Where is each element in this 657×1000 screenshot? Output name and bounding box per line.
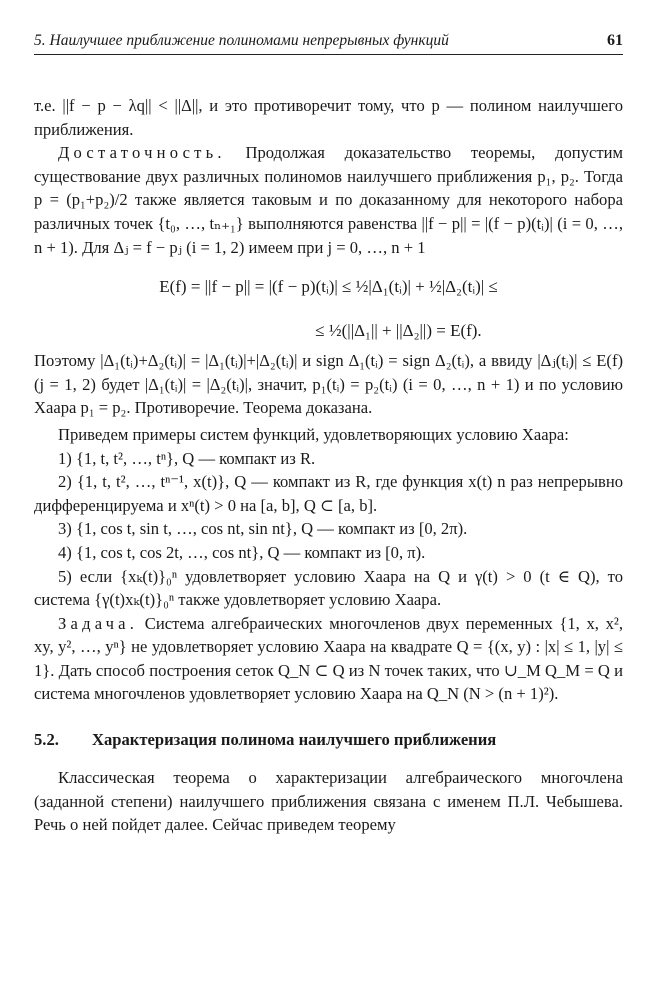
section-heading [34,728,623,752]
example-3: 3) {1, cos t, sin t, …, cos nt, sin nt}, Q — компакт из [0, 2π). [58,519,468,539]
sufficiency-text: Продолжая доказательство теоремы, допустим существование двух различных полиномов наилучшего приближения p₁, p₂. Тогда p = (p₁+p₂)/2 также является таковым и по доказанному для некоторого набора различных точек {t₀, …, tₙ₊₁} выполняются равенства ||f − p|| = |(f − p)(tᵢ)| (i = 0, …, n + 1). Для Δⱼ = f − pⱼ (i = 1, 2) имеем при j = 0, …, n + 1 [34,143,623,257]
display-equation-1: E(f) = ||f − p|| = |(f − p)(tᵢ)| ≤ ½|Δ₁(tᵢ)| + ½|Δ₂(tᵢ)| ≤ [159,277,498,297]
paragraph-sufficiency [34,141,623,259]
problem-text: Система алгебраических многочленов двух переменных {1, x, x², xy, y², …, yⁿ} не удовлетворяет условию Хаара на квадрате Q = {(x, y) : |x| ≤ 1, |y| ≤ 1}. Дать способ построения сеток Q_N ⊂ Q из N точек таких, что ∪_M Q_M = Q и система многочленов удовлетворяет условию Хаара на Q_N (N > (n + 1)²). [34,613,623,704]
section-number: 5.2. [34,730,59,750]
page-number: 61 [607,32,623,49]
example-5: 5) если {xₖ(t)}₀ⁿ удовлетворяет условию Хаара на Q и γ(t) > 0 (t ∈ Q), то система {γ(t)xₖ(t)}₀ⁿ также удовлетворяет условию Хаара. [34,566,623,610]
paragraph-problem [34,612,623,706]
display-equation-2: ≤ ½(||Δ₁|| + ||Δ₂||) = E(f). [315,321,482,341]
example-1: 1) {1, t, t², …, tⁿ}, Q — компакт из R. [58,448,316,468]
example-2: 2) {1, t, t², …, tⁿ⁻¹, x(t)}, Q — компакт из R, где функция x(t) n раз непрерывно дифференцируема и xⁿ(t) > 0 на [a, b], Q ⊂ [a, b]. [34,472,623,515]
paragraph-classical-theorem: Классическая теорема о характеризации алгебраического многочлена (заданной степени) наилучшего приближения связана с именем П.Л. Чебышева. Речь о ней пойдет далее. Сейчас приведем теорему [34,768,623,835]
example-4: 4) {1, cos t, cos 2t, …, cos nt}, Q — компакт из [0, π). [58,542,426,562]
problem-lead: Задача. [58,613,139,633]
paragraph-contradiction: т.е. ||f − p − λq|| < ||Δ||, и это противоречит тому, что p — полином наилучшего приближения. [34,96,623,139]
running-header [34,30,623,55]
sufficiency-lead: Достаточность. [58,143,226,163]
paragraph-therefore: Поэтому |Δ₁(tᵢ)+Δ₂(tᵢ)| = |Δ₁(tᵢ)|+|Δ₂(tᵢ)| и sign Δ₁(tᵢ) = sign Δ₂(tᵢ), а ввиду |Δⱼ(tᵢ)| ≤ E(f) (j = 1, 2) будет |Δ₁(tᵢ)| = |Δ₂(tᵢ)|, значит, p₁(tᵢ) = p₂(tᵢ) (i = 0, …, n + 1) и по условию Хаара p₁ = p₂. Противоречие. Теорема доказана. [34,351,623,418]
section-title: Характеризация полинома наилучшего приближения [92,730,497,750]
running-title: 5. Наилучшее приближение полиномами непрерывных функций [34,32,449,49]
page-body [34,94,623,837]
paragraph-examples-intro: Приведем примеры систем функций, удовлетворяющих условию Хаара: [58,424,569,444]
